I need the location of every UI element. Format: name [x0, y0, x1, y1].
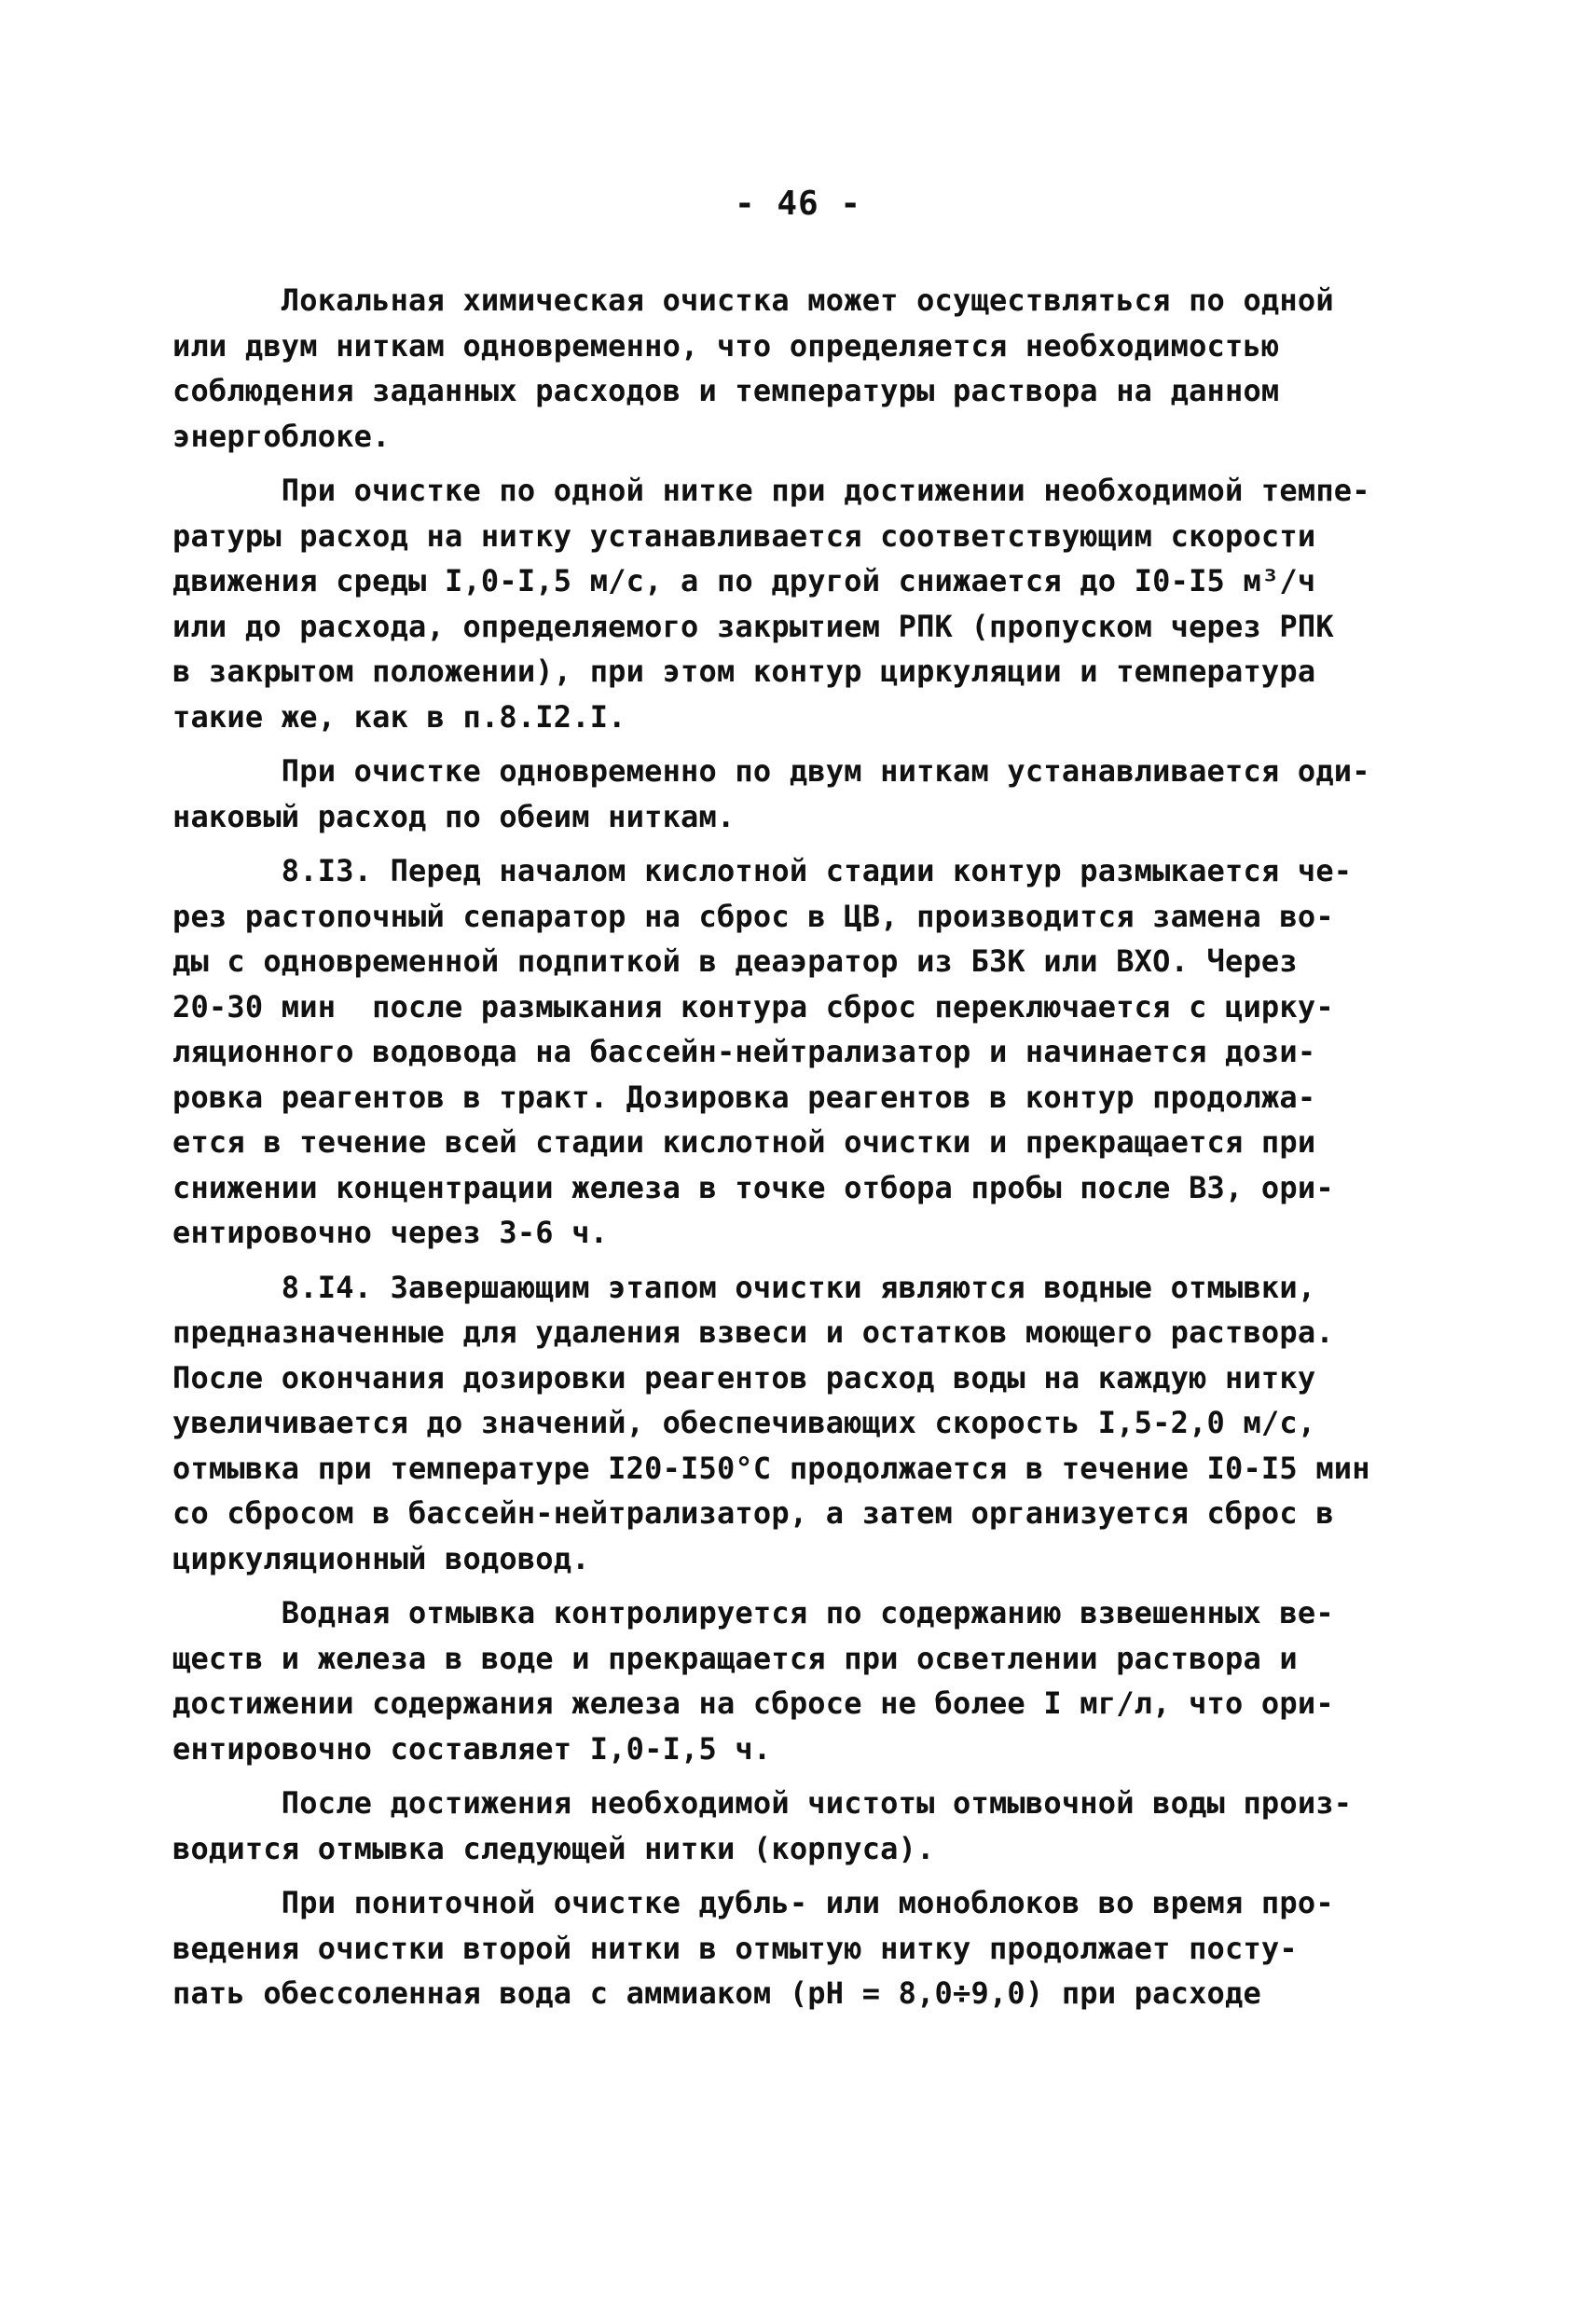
text-line: ентировочно через 3-6 ч. [172, 1215, 609, 1250]
text-line: циркуляционный водовод. [172, 1540, 590, 1576]
paragraph [172, 1781, 1450, 1871]
paragraph [172, 278, 1450, 459]
text-line: ентировочно составляет I,0-I,5 ч. [172, 1730, 772, 1767]
text-line: 8.I3. Перед началом кислотной стадии контур размыкается че- [172, 853, 1353, 888]
text-line: со сбросом в бассейн-нейтрализатор, а затем организуется сброс в [172, 1495, 1334, 1531]
paragraph [172, 468, 1450, 739]
text-line: предназначенные для удаления взвеси и остатков моющего раствора. [172, 1314, 1334, 1350]
text-line: наковый расход по обеим ниткам. [172, 798, 736, 834]
text-line: Локальная химическая очистка может осуществляться по одной [172, 282, 1334, 318]
page-number: - 46 - [734, 185, 862, 223]
text-line: такие же, как в п.8.I2.I. [172, 698, 626, 735]
paragraph [172, 749, 1450, 839]
text-line: в закрытом положении), при этом контур циркуляции и температура [172, 653, 1316, 689]
text-line: снижении концентрации железа в точке отбора пробы после ВЗ, ори- [172, 1169, 1334, 1205]
text-line: ляционного водовода на бассейн-нейтрализатор и начинается дози- [172, 1034, 1316, 1069]
text-line: отмывка при температуре I20-I50°С продолжается в течение I0-I5 мин [172, 1450, 1370, 1486]
text-line: 20-30 мин после размыкания контура сброс переключается с цирку- [172, 988, 1334, 1025]
paragraph [172, 1590, 1450, 1771]
paragraph [172, 848, 1450, 1256]
text-line: ровка реагентов в тракт. Дозировка реагентов в контур продолжа- [172, 1079, 1316, 1115]
text-line: 8.I4. Завершающим этапом очистки являются водные отмывки, [172, 1269, 1316, 1305]
text-line: увеличивается до значений, обеспечивающих скорость I,5-2,0 м/с, [172, 1405, 1316, 1440]
text-line: водится отмывка следующей нитки (корпуса). [172, 1830, 935, 1866]
paragraph [172, 1265, 1450, 1582]
text-line: При очистке по одной нитке при достижении необходимой темпе- [172, 473, 1370, 508]
text-line: ведения очистки второй нитки в отмытую нитку продолжает посту- [172, 1930, 1298, 1966]
paragraph [172, 1880, 1450, 2016]
text-line: соблюдения заданных расходов и температуры раствора на данном [172, 373, 1280, 408]
text-line: ществ и железа в воде и прекращается при осветлении раствора и [172, 1640, 1298, 1676]
text-line: энергоблоке. [172, 418, 391, 454]
text-line: Водная отмывка контролируется по содержанию взвешенных ве- [172, 1595, 1334, 1630]
text-line: ется в течение всей стадии кислотной очистки и прекращается при [172, 1124, 1316, 1160]
text-line: При очистке одновременно по двум ниткам устанавливается оди- [172, 753, 1370, 789]
text-line: ратуры расход на нитку устанавливается соответствующим скорости [172, 517, 1316, 554]
text-line: достижении содержания железа на сбросе не более I мг/л, что ори- [172, 1685, 1334, 1721]
text-line: После окончания дозировки реагентов расход воды на каждую нитку [172, 1359, 1316, 1396]
body-text [172, 278, 1450, 2026]
text-line: пать обессоленная вода с аммиаком (рН = 8,0÷9,0) при расходе [172, 1975, 1261, 2011]
text-line: ды с одновременной подпиткой в деаэратор из БЗК или ВХО. Через [172, 943, 1298, 979]
text-line: После достижения необходимой чистоты отмывочной воды произ- [172, 1785, 1353, 1821]
text-line: рез растопочный сепаратор на сброс в ЦВ, производится замена во- [172, 898, 1334, 934]
text-line: или до расхода, определяемого закрытием РПК (пропуском через РПК [172, 608, 1334, 644]
text-line: или двум ниткам одновременно, что определяется необходимостью [172, 327, 1280, 364]
text-line: движения среды I,0-I,5 м/с, а по другой снижается до I0-I5 м³/ч [172, 563, 1316, 598]
text-line: При пониточной очистке дубль- или моноблоков во время про- [172, 1885, 1334, 1920]
